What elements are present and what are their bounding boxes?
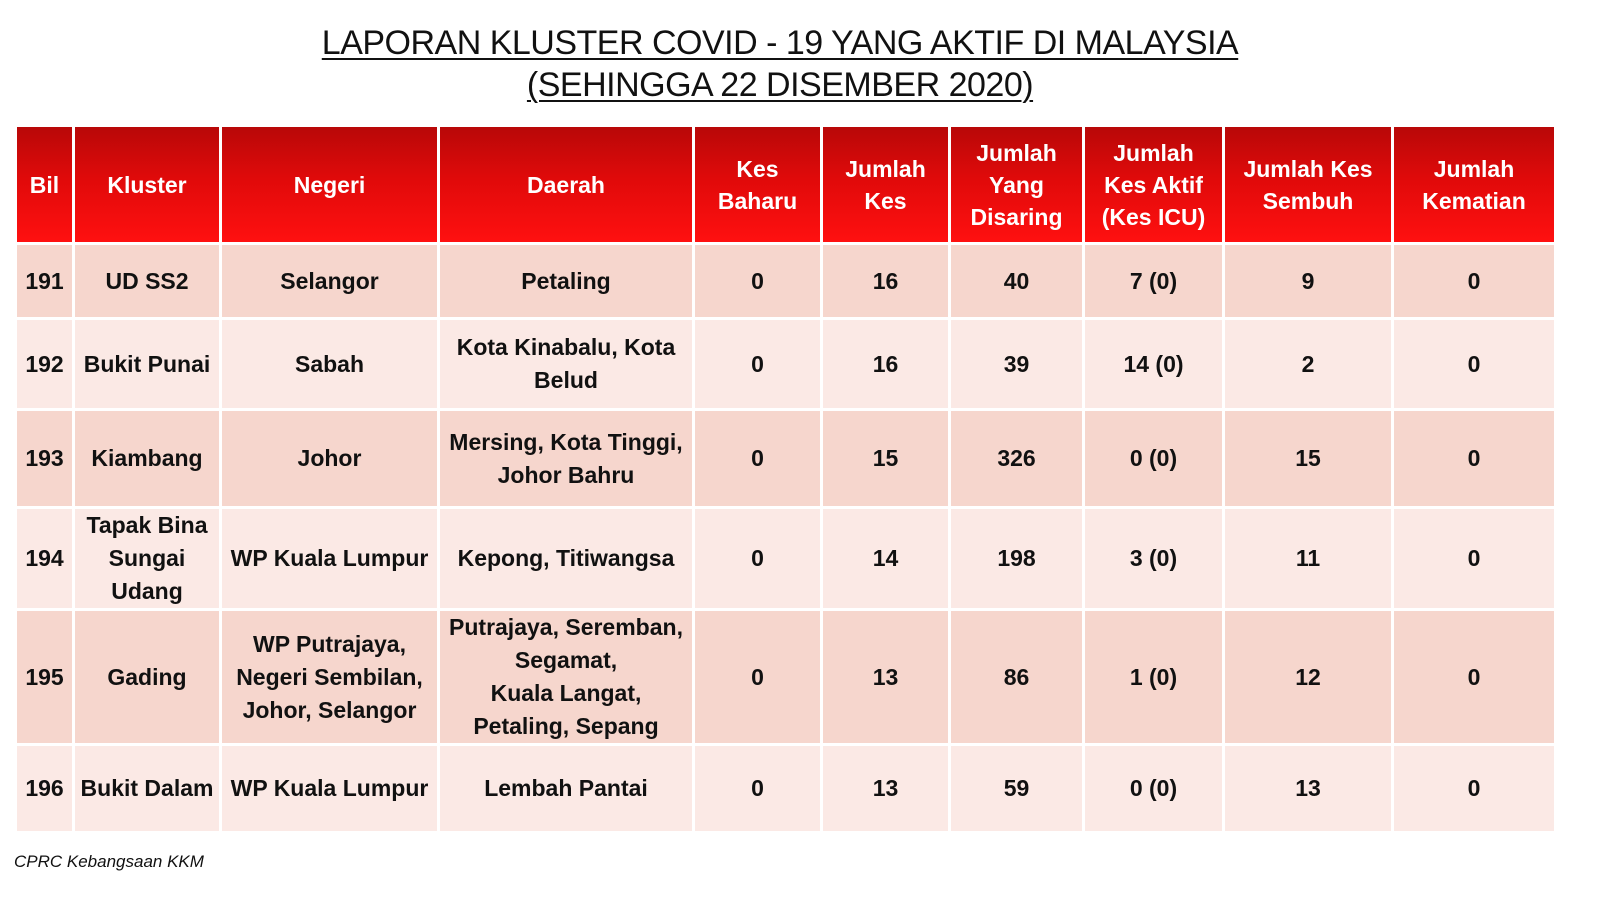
header-bil: Bil: [17, 127, 72, 242]
cell-kematian: 0: [1394, 245, 1554, 317]
cell-sembuh: 11: [1225, 509, 1391, 608]
cell-jumlah-kes: 13: [823, 746, 948, 831]
table-row: [17, 320, 1554, 408]
cell-kematian: 0: [1394, 509, 1554, 608]
cell-kes-aktif: 3 (0): [1085, 509, 1222, 608]
cell-sembuh: 12: [1225, 611, 1391, 743]
cell-bil: 195: [17, 611, 72, 743]
cell-jumlah-kes: 13: [823, 611, 948, 743]
header-daerah: Daerah: [440, 127, 692, 242]
cell-bil: 196: [17, 746, 72, 831]
cell-negeri: WP Kuala Lumpur: [222, 746, 437, 831]
cell-negeri: Johor: [222, 411, 437, 506]
cell-daerah: Kota Kinabalu, Kota Belud: [440, 320, 692, 408]
header-negeri: Negeri: [222, 127, 437, 242]
source-footer: CPRC Kebangsaan KKM: [14, 852, 204, 871]
cell-sembuh: 13: [1225, 746, 1391, 831]
cell-kes-aktif: 14 (0): [1085, 320, 1222, 408]
cell-bil: 192: [17, 320, 72, 408]
report-title-line-1: LAPORAN KLUSTER COVID - 19 YANG AKTIF DI MALAYSIA: [321, 24, 1239, 62]
cell-kes-aktif: 7 (0): [1085, 245, 1222, 317]
cell-jumlah-kes: 16: [823, 245, 948, 317]
cell-bil: 191: [17, 245, 72, 317]
cell-jumlah-disaring: 86: [951, 611, 1082, 743]
cell-sembuh: 2: [1225, 320, 1391, 408]
cell-bil: 194: [17, 509, 72, 608]
cell-jumlah-disaring: 326: [951, 411, 1082, 506]
cell-daerah: Mersing, Kota Tinggi, Johor Bahru: [440, 411, 692, 506]
cell-kes-baharu: 0: [695, 611, 820, 743]
cell-kluster: Gading: [75, 611, 219, 743]
header-kes-aktif: Jumlah Kes Aktif (Kes ICU): [1085, 127, 1222, 242]
header-kematian: Jumlah Kematian: [1394, 127, 1554, 242]
cell-jumlah-disaring: 40: [951, 245, 1082, 317]
header-kes-baharu: Kes Baharu: [695, 127, 820, 242]
table-row: [17, 509, 1554, 608]
table-row: [17, 746, 1554, 831]
cell-jumlah-disaring: 39: [951, 320, 1082, 408]
header-sembuh: Jumlah Kes Sembuh: [1225, 127, 1391, 242]
table-row: [17, 411, 1554, 506]
cell-daerah: Lembah Pantai: [440, 746, 692, 831]
cell-negeri: Selangor: [222, 245, 437, 317]
cell-jumlah-kes: 16: [823, 320, 948, 408]
cell-kes-baharu: 0: [695, 746, 820, 831]
cell-kluster: Bukit Dalam: [75, 746, 219, 831]
cell-bil: 193: [17, 411, 72, 506]
report-title: [0, 22, 1560, 106]
cell-kes-baharu: 0: [695, 245, 820, 317]
cluster-table: [14, 124, 1557, 834]
cell-kes-baharu: 0: [695, 320, 820, 408]
header-jumlah-kes: Jumlah Kes: [823, 127, 948, 242]
cell-kematian: 0: [1394, 611, 1554, 743]
report-title-line-2: (SEHINGGA 22 DISEMBER 2020): [526, 66, 1034, 104]
cell-kes-aktif: 0 (0): [1085, 411, 1222, 506]
cell-kes-aktif: 1 (0): [1085, 611, 1222, 743]
cell-negeri: WP Putrajaya, Negeri Sembilan, Johor, Selangor: [222, 611, 437, 743]
cell-jumlah-kes: 15: [823, 411, 948, 506]
cell-daerah: Kepong, Titiwangsa: [440, 509, 692, 608]
cell-negeri: WP Kuala Lumpur: [222, 509, 437, 608]
cell-kluster: UD SS2: [75, 245, 219, 317]
cell-kluster: Tapak Bina Sungai Udang: [75, 509, 219, 608]
table-header-row: [17, 127, 1554, 242]
cell-sembuh: 15: [1225, 411, 1391, 506]
cell-jumlah-disaring: 59: [951, 746, 1082, 831]
cell-sembuh: 9: [1225, 245, 1391, 317]
cell-jumlah-disaring: 198: [951, 509, 1082, 608]
table-row: [17, 245, 1554, 317]
cell-daerah: Petaling: [440, 245, 692, 317]
cell-kematian: 0: [1394, 411, 1554, 506]
header-kluster: Kluster: [75, 127, 219, 242]
cell-kluster: Kiambang: [75, 411, 219, 506]
cell-kes-baharu: 0: [695, 411, 820, 506]
cell-daerah: Putrajaya, Seremban, Segamat, Kuala Langat, Petaling, Sepang: [440, 611, 692, 743]
cell-kematian: 0: [1394, 746, 1554, 831]
header-jumlah-disaring: Jumlah Yang Disaring: [951, 127, 1082, 242]
table-row: [17, 611, 1554, 743]
cell-kematian: 0: [1394, 320, 1554, 408]
cell-kes-baharu: 0: [695, 509, 820, 608]
cell-negeri: Sabah: [222, 320, 437, 408]
cell-jumlah-kes: 14: [823, 509, 948, 608]
cell-kes-aktif: 0 (0): [1085, 746, 1222, 831]
cell-kluster: Bukit Punai: [75, 320, 219, 408]
